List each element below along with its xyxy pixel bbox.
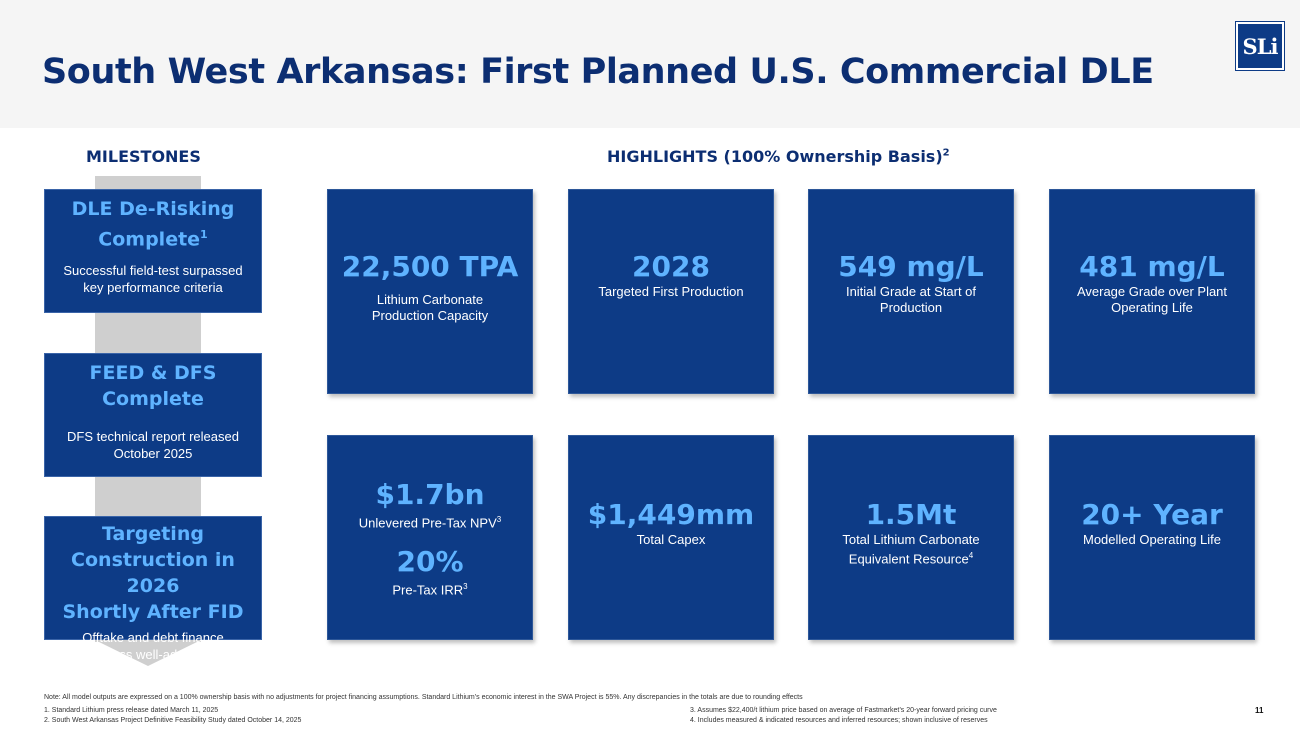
highlight-footnote: 4 [968,551,974,560]
milestone-desc-line: DFS technical report released [67,429,239,444]
highlight-initial-grade [808,189,1014,394]
highlight-resource [808,435,1014,640]
highlight-description [1050,284,1254,316]
highlight-average-grade [1049,189,1255,394]
milestone-construction [44,516,262,662]
milestone-title [45,521,261,625]
highlight-description [328,292,532,324]
highlight-operating-life [1049,435,1255,640]
milestone-title [45,196,261,252]
highlight-description [1050,532,1254,548]
milestone-desc-line: key performance criteria [83,280,223,296]
footnote-2: 2. South West Arkansas Project Definitive Feasibility Study dated October 14, 2025 [44,717,302,724]
highlight-description [569,284,773,300]
milestone-desc-line: process well-advanced [86,647,220,662]
milestone-title-line: Shortly After FID [62,601,244,623]
highlight-desc-line: Lithium Carbonate [376,292,484,307]
highlight-desc-line: Initial Grade at Start of [845,284,977,299]
highlight-npv-irr [327,435,533,640]
highlight-value: 2028 [632,250,710,283]
highlights-heading-footnote: 2 [942,147,950,159]
highlight-value: $1,449mm [587,498,755,531]
milestone-description [45,428,261,462]
footnote-3: 3. Assumes $22,400/t lithium price based on average of Fastmarket’s 20-year forward pricing curve [690,707,997,714]
logo-text: SLi [1242,33,1278,59]
highlight-first-production [568,189,774,394]
highlight-footnote: 3 [463,582,468,592]
milestone-title-line: Construction in 2026 [71,549,235,597]
milestone-title-line: FEED & DFS [89,362,217,384]
highlight-value: 481 mg/L [1079,250,1225,283]
milestones-heading: MILESTONES [86,147,201,166]
milestone-desc-line: October 2025 [113,446,193,461]
milestone-dle-de-risking [44,189,262,313]
highlight-desc-line: Operating Life [1111,300,1193,315]
highlight-desc-line: Modelled Operating Life [1082,532,1222,547]
highlight-description [569,532,773,548]
milestone-title-line: Complete [98,228,201,251]
page-number: 11 [1255,706,1264,715]
highlight-desc-text: Unlevered Pre-Tax NPV [358,515,497,531]
milestone-footnote: 1 [200,228,208,241]
highlight-value-secondary: 20% [396,545,464,579]
milestone-title [45,360,261,412]
highlight-footnote: 3 [496,515,502,524]
highlight-desc-line: Targeted First Production [598,284,744,299]
page-title: South West Arkansas: First Planned U.S. Commercial DLE [42,52,1154,92]
highlight-desc-line-wrap [809,548,1013,567]
highlight-description-secondary [328,579,532,598]
highlight-desc-line: Total Lithium Carbonate [842,532,980,547]
highlight-value: $1.7bn [375,478,485,511]
milestone-description [45,629,261,663]
highlights-heading [607,147,950,166]
sli-logo [1236,22,1284,70]
highlight-description [809,284,1013,316]
milestone-title-line: Complete [102,388,204,410]
highlight-value: 20+ Year [1081,498,1223,531]
highlight-desc-line: Production [879,300,943,315]
highlight-desc-line: Total Capex [636,532,706,547]
milestone-desc-line: Offtake and debt finance [82,630,224,645]
milestone-feed-dfs [44,353,262,477]
highlight-total-capex [568,435,774,640]
highlight-desc-line: Production Capacity [371,308,489,323]
milestone-title-line: Targeting [102,523,204,545]
highlights-heading-text: HIGHLIGHTS (100% Ownership Basis) [607,147,943,166]
milestone-title-line: DLE De-Risking [71,198,235,220]
highlight-value: 1.5Mt [865,498,957,531]
highlight-desc-line: Equivalent Resource [848,551,969,567]
highlight-description [809,532,1013,567]
footnote-1: 1. Standard Lithium press release dated March 11, 2025 [44,707,219,714]
highlight-production-capacity [327,189,533,394]
footer-note: Note: All model outputs are expressed on a 100% ownership basis with no adjustments for project financing assumptions. Standard Lithium’s economic interest in the SWA Project is 55%. Any discrepancies in the totals are due to rounding effects [44,694,803,701]
milestone-title-line-wrap [45,222,261,252]
milestone-desc-line: Successful field-test surpassed [63,263,243,279]
highlight-description [328,512,532,531]
milestone-description [45,262,261,296]
highlight-value: 549 mg/L [838,250,984,283]
highlight-value: 22,500 TPA [341,250,519,283]
highlight-desc-text: Pre-Tax IRR [392,582,464,598]
highlight-desc-line: Average Grade over Plant [1076,284,1228,299]
footnote-4: 4. Includes measured & indicated resources and inferred resources; shown inclusive of reserves [690,717,988,724]
